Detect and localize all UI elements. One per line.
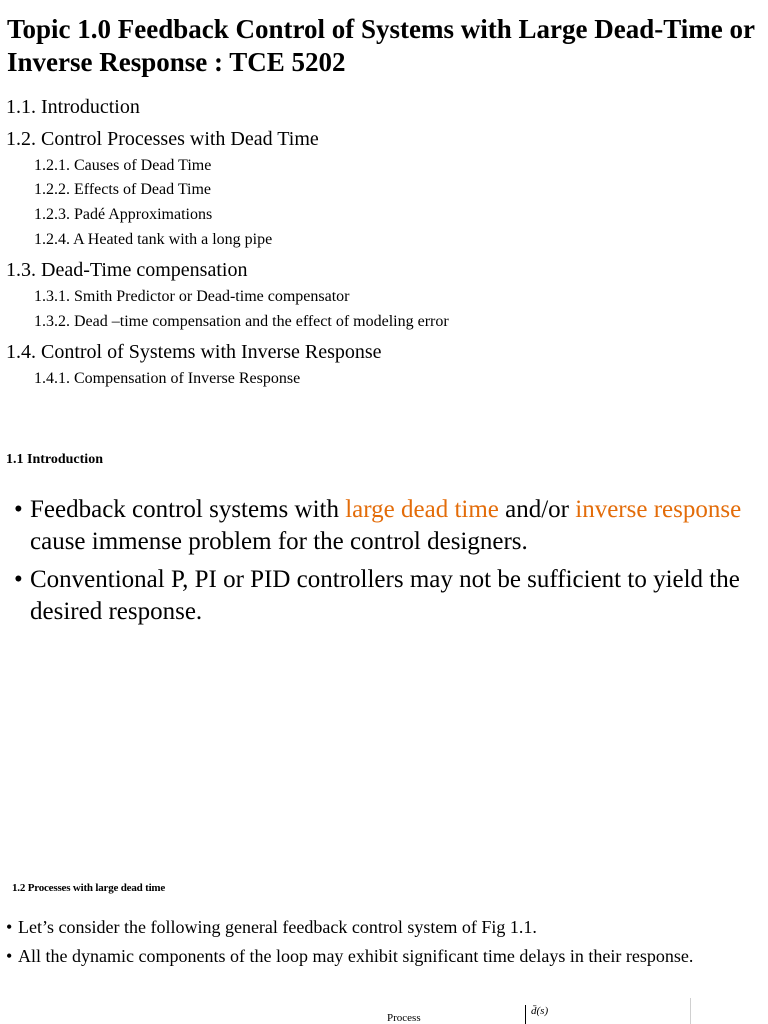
sec12-bullet-1 xyxy=(6,916,746,939)
figure-disturbance-arrow-line xyxy=(525,1005,526,1024)
bullet-marker: • xyxy=(14,496,23,523)
intro-bullet-1-text xyxy=(14,494,754,558)
bullet-marker: • xyxy=(6,917,13,937)
intro-bullet-1-part-a: Feedback control systems with xyxy=(30,496,346,523)
intro-bullet-2 xyxy=(14,564,754,628)
section-heading-processes-dead-time: 1.2 Processes with large dead time xyxy=(12,882,166,894)
toc-item-1-2-1: 1.2.1. Causes of Dead Time xyxy=(34,157,212,174)
toc-item-1-2-3: 1.2.3. Padé Approximations xyxy=(34,206,213,223)
intro-bullet-2-text: Conventional P, PI or PID controllers may not be sufficient to yield the desired response. xyxy=(30,566,740,625)
toc-item-1-2-2: 1.2.2. Effects of Dead Time xyxy=(34,181,212,198)
figure-frame-edge xyxy=(690,998,691,1024)
toc-item-1-4-1: 1.4.1. Compensation of Inverse Response xyxy=(34,370,301,387)
sec12-bullet-1-text: Let’s consider the following general feedback control system of Fig 1.1. xyxy=(18,917,537,937)
toc-item-1-1: 1.1. Introduction xyxy=(6,96,140,118)
highlight-large-dead-time: large dead time xyxy=(345,496,499,523)
page-title: Topic 1.0 Feedback Control of Systems with Large Dead-Time or Inverse Response : TCE 5202 xyxy=(7,14,755,77)
bullet-marker: • xyxy=(6,946,13,966)
toc-item-1-2: 1.2. Control Processes with Dead Time xyxy=(6,128,319,150)
toc-item-1-2-4: 1.2.4. A Heated tank with a long pipe xyxy=(34,231,273,248)
intro-bullet-1 xyxy=(14,494,754,558)
sec12-bullet-2 xyxy=(6,945,746,968)
toc-item-1-3: 1.3. Dead-Time compensation xyxy=(6,259,248,281)
figure-process-label: Process xyxy=(387,1012,421,1024)
toc-item-1-3-1: 1.3.1. Smith Predictor or Dead-time compensator xyxy=(34,288,350,305)
bullet-marker: • xyxy=(14,566,23,593)
figure-disturbance-label: d̄(s) xyxy=(531,1005,549,1017)
highlight-inverse-response: inverse response xyxy=(575,496,742,523)
toc-item-1-4: 1.4. Control of Systems with Inverse Response xyxy=(6,341,382,363)
intro-bullet-1-part-c: cause immense problem for the control designers. xyxy=(30,528,528,555)
sec12-bullet-2-text: All the dynamic components of the loop may exhibit significant time delays in their response. xyxy=(18,946,694,966)
section-heading-introduction: 1.1 Introduction xyxy=(6,452,103,467)
intro-bullet-1-part-b: and/or xyxy=(498,496,576,523)
toc-item-1-3-2: 1.3.2. Dead –time compensation and the effect of modeling error xyxy=(34,313,449,330)
